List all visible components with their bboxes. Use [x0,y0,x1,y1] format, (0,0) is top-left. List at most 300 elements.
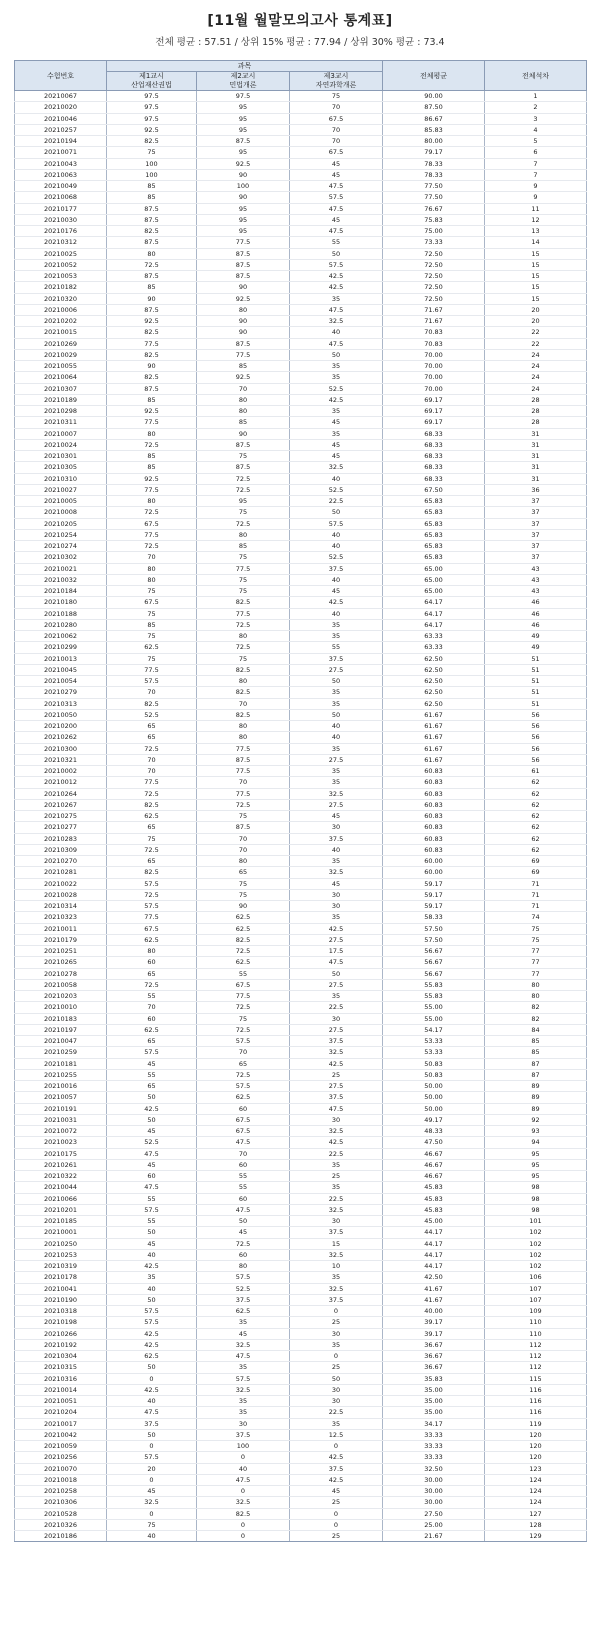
overall-rank-cell: 51 [485,653,587,664]
subject-2-score-cell: 80 [197,631,290,642]
subject-3-score-cell: 70 [290,124,383,135]
overall-average-cell: 53.33 [383,1036,485,1047]
table-row [15,226,587,237]
subject-2-score-cell: 0 [197,1452,290,1463]
overall-rank-cell: 112 [485,1351,587,1362]
table-row [15,1441,587,1452]
subject-1-score-cell: 87.5 [107,271,197,282]
exam-id-cell: 20210203 [15,991,107,1002]
subject-1-score-cell: 52.5 [107,709,197,720]
subject-3-score-cell: 35 [290,856,383,867]
subject-2-score-cell: 67.5 [197,1114,290,1125]
subject-3-score-cell: 37.5 [290,1227,383,1238]
subject-3-score-cell: 0 [290,1441,383,1452]
overall-average-cell: 60.83 [383,777,485,788]
exam-id-cell: 20210006 [15,304,107,315]
table-row [15,833,587,844]
subject-3-score-cell: 25 [290,1069,383,1080]
overall-rank-cell: 37 [485,529,587,540]
overall-rank-cell: 112 [485,1339,587,1350]
subject-2-score-cell: 32.5 [197,1384,290,1395]
table-row [15,698,587,709]
exam-id-cell: 20210181 [15,1058,107,1069]
overall-rank-cell: 9 [485,192,587,203]
subject-3-score-cell: 40 [290,473,383,484]
subject-1-score-cell: 62.5 [107,1024,197,1035]
overall-average-cell: 70.83 [383,327,485,338]
subject-3-score-cell: 42.5 [290,597,383,608]
subject-3-score-cell: 0 [290,1351,383,1362]
overall-average-cell: 79.17 [383,147,485,158]
overall-rank-cell: 43 [485,586,587,597]
subject-3-score-cell: 67.5 [290,147,383,158]
table-row [15,1272,587,1283]
exam-id-cell: 20210202 [15,316,107,327]
exam-id-cell: 20210043 [15,158,107,169]
overall-average-cell: 65.83 [383,529,485,540]
subject-1-score-cell: 70 [107,766,197,777]
overall-average-cell: 59.17 [383,889,485,900]
exam-id-cell: 20210029 [15,349,107,360]
exam-id-cell: 20210253 [15,1249,107,1260]
overall-rank-cell: 124 [485,1486,587,1497]
subject-2-score-cell: 80 [197,721,290,732]
overall-rank-cell: 109 [485,1306,587,1317]
subject-2-score-cell: 65 [197,867,290,878]
overall-average-cell: 45.83 [383,1204,485,1215]
subject-3-score-cell: 40 [290,574,383,585]
table-row [15,844,587,855]
subject-2-score-cell: 70 [197,698,290,709]
overall-average-cell: 64.17 [383,597,485,608]
subject-2-score-cell: 77.5 [197,766,290,777]
exam-id-cell: 20210022 [15,878,107,889]
exam-id-cell: 20210177 [15,203,107,214]
subject-3-score-cell: 40 [290,732,383,743]
subject-1-score-cell: 77.5 [107,484,197,495]
subject-1-score-cell: 72.5 [107,439,197,450]
subject-2-score-cell: 60 [197,1103,290,1114]
exam-id-cell: 20210024 [15,439,107,450]
table-row [15,901,587,912]
exam-id-cell: 20210251 [15,946,107,957]
subject-3-score-cell: 45 [290,214,383,225]
table-row [15,574,587,585]
subject-2-score-cell: 32.5 [197,1339,290,1350]
table-row [15,518,587,529]
exam-id-cell: 20210068 [15,192,107,203]
overall-average-cell: 60.83 [383,822,485,833]
overall-rank-cell: 102 [485,1261,587,1272]
subject-2-score-cell: 57.5 [197,1081,290,1092]
exam-id-cell: 20210055 [15,361,107,372]
table-row [15,811,587,822]
subject-2-score-cell: 72.5 [197,642,290,653]
overall-average-cell: 72.50 [383,293,485,304]
table-row [15,1036,587,1047]
subject-2-score-cell: 75 [197,552,290,563]
exam-id-cell: 20210283 [15,833,107,844]
subject-3-score-cell: 45 [290,451,383,462]
subject-1-score-cell: 45 [107,1126,197,1137]
subject-2-score-cell: 60 [197,1193,290,1204]
table-row [15,1182,587,1193]
subject-3-score-cell: 37.5 [290,1294,383,1305]
overall-average-cell: 67.50 [383,484,485,495]
subject-3-score-cell: 40 [290,608,383,619]
exam-id-cell: 20210014 [15,1384,107,1395]
overall-average-cell: 32.50 [383,1463,485,1474]
subject-2-score-cell: 100 [197,181,290,192]
overall-rank-cell: 24 [485,349,587,360]
overall-average-cell: 60.00 [383,856,485,867]
exam-id-cell: 20210302 [15,552,107,563]
subject-2-score-cell: 62.5 [197,957,290,968]
table-row [15,878,587,889]
overall-average-cell: 72.50 [383,248,485,259]
overall-rank-cell: 15 [485,271,587,282]
subject-1-score-cell: 32.5 [107,1497,197,1508]
table-row [15,1463,587,1474]
exam-id-cell: 20210032 [15,574,107,585]
overall-rank-cell: 115 [485,1373,587,1384]
exam-id-cell: 20210015 [15,327,107,338]
exam-id-cell: 20210281 [15,867,107,878]
subject-1-score-cell: 70 [107,754,197,765]
subject-3-score-cell: 50 [290,709,383,720]
table-row [15,259,587,270]
table-row [15,203,587,214]
subject-1-score-cell: 90 [107,361,197,372]
overall-rank-cell: 5 [485,136,587,147]
table-row [15,1013,587,1024]
overall-rank-cell: 71 [485,889,587,900]
table-row [15,282,587,293]
header-subject-1-period: 제1교시 [139,72,164,80]
overall-rank-cell: 98 [485,1204,587,1215]
table-row [15,957,587,968]
exam-id-cell: 20210016 [15,1081,107,1092]
statistics-summary: 전체 평균 : 57.51 / 상위 15% 평균 : 77.94 / 상위 30% 평균 : 73.4 [155,37,445,48]
subject-1-score-cell: 65 [107,732,197,743]
exam-id-cell: 20210002 [15,766,107,777]
overall-rank-cell: 20 [485,316,587,327]
subject-2-score-cell: 82.5 [197,687,290,698]
subject-3-score-cell: 0 [290,1306,383,1317]
table-row [15,169,587,180]
subject-3-score-cell: 35 [290,1418,383,1429]
overall-rank-cell: 12 [485,214,587,225]
exam-id-cell: 20210306 [15,1497,107,1508]
subject-3-score-cell: 57.5 [290,192,383,203]
subject-2-score-cell: 70 [197,383,290,394]
subject-1-score-cell: 57.5 [107,1306,197,1317]
subject-3-score-cell: 27.5 [290,934,383,945]
table-row [15,631,587,642]
exam-id-cell: 20210275 [15,811,107,822]
exam-id-cell: 20210266 [15,1328,107,1339]
subject-2-score-cell: 95 [197,102,290,113]
subject-1-score-cell: 37.5 [107,1418,197,1429]
exam-id-cell: 20210304 [15,1351,107,1362]
subject-3-score-cell: 32.5 [290,867,383,878]
overall-rank-cell: 106 [485,1272,587,1283]
overall-rank-cell: 46 [485,608,587,619]
table-row [15,1159,587,1170]
overall-rank-cell: 51 [485,676,587,687]
subject-3-score-cell: 47.5 [290,226,383,237]
subject-2-score-cell: 35 [197,1407,290,1418]
subject-1-score-cell: 70 [107,552,197,563]
exam-id-cell: 20210010 [15,1002,107,1013]
overall-average-cell: 69.17 [383,417,485,428]
subject-3-score-cell: 27.5 [290,979,383,990]
subject-1-score-cell: 75 [107,608,197,619]
overall-rank-cell: 129 [485,1531,587,1542]
overall-average-cell: 62.50 [383,676,485,687]
overall-rank-cell: 74 [485,912,587,923]
exam-id-cell: 20210277 [15,822,107,833]
overall-rank-cell: 43 [485,563,587,574]
overall-average-cell: 70.00 [383,383,485,394]
exam-id-cell: 20210045 [15,664,107,675]
subject-3-score-cell: 27.5 [290,664,383,675]
subject-1-score-cell: 85 [107,192,197,203]
subject-2-score-cell: 72.5 [197,518,290,529]
overall-rank-cell: 24 [485,361,587,372]
subject-1-score-cell: 85 [107,619,197,630]
overall-average-cell: 60.83 [383,811,485,822]
subject-2-score-cell: 92.5 [197,158,290,169]
subject-3-score-cell: 32.5 [290,1047,383,1058]
exam-id-cell: 20210315 [15,1362,107,1373]
subject-3-score-cell: 50 [290,507,383,518]
overall-average-cell: 70.00 [383,361,485,372]
overall-rank-cell: 14 [485,237,587,248]
overall-average-cell: 35.00 [383,1384,485,1395]
header-subject-2-name: 민법개론 [229,81,257,89]
overall-rank-cell: 123 [485,1463,587,1474]
subject-1-score-cell: 82.5 [107,327,197,338]
subject-2-score-cell: 75 [197,507,290,518]
overall-rank-cell: 37 [485,496,587,507]
overall-average-cell: 62.50 [383,687,485,698]
subject-3-score-cell: 42.5 [290,394,383,405]
subject-3-score-cell: 40 [290,541,383,552]
overall-rank-cell: 124 [485,1474,587,1485]
subject-2-score-cell: 70 [197,844,290,855]
subject-1-score-cell: 67.5 [107,923,197,934]
table-row [15,372,587,383]
subject-3-score-cell: 27.5 [290,1081,383,1092]
overall-rank-cell: 20 [485,304,587,315]
exam-id-cell: 20210310 [15,473,107,484]
subject-3-score-cell: 37.5 [290,653,383,664]
overall-rank-cell: 56 [485,754,587,765]
subject-2-score-cell: 60 [197,1159,290,1170]
exam-id-cell: 20210001 [15,1227,107,1238]
subject-3-score-cell: 30 [290,1114,383,1125]
subject-1-score-cell: 67.5 [107,597,197,608]
exam-id-cell: 20210326 [15,1519,107,1530]
exam-id-cell: 20210309 [15,844,107,855]
subject-3-score-cell: 12.5 [290,1429,383,1440]
subject-1-score-cell: 77.5 [107,664,197,675]
subject-1-score-cell: 100 [107,158,197,169]
subject-2-score-cell: 75 [197,451,290,462]
table-row [15,1373,587,1384]
subject-2-score-cell: 80 [197,856,290,867]
subject-2-score-cell: 80 [197,676,290,687]
table-row [15,406,587,417]
table-row [15,1114,587,1125]
exam-id-cell: 20210027 [15,484,107,495]
subject-2-score-cell: 50 [197,1216,290,1227]
subject-1-score-cell: 82.5 [107,867,197,878]
subject-2-score-cell: 72.5 [197,1238,290,1249]
subject-3-score-cell: 47.5 [290,181,383,192]
overall-average-cell: 60.00 [383,867,485,878]
subject-1-score-cell: 55 [107,1193,197,1204]
overall-average-cell: 59.17 [383,878,485,889]
overall-rank-cell: 75 [485,934,587,945]
exam-id-cell: 20210307 [15,383,107,394]
overall-average-cell: 44.17 [383,1261,485,1272]
table-row [15,1058,587,1069]
table-row [15,102,587,113]
overall-rank-cell: 98 [485,1182,587,1193]
exam-id-cell: 20210313 [15,698,107,709]
overall-rank-cell: 101 [485,1216,587,1227]
subject-1-score-cell: 72.5 [107,889,197,900]
exam-id-cell: 20210044 [15,1182,107,1193]
overall-rank-cell: 127 [485,1508,587,1519]
overall-average-cell: 70.83 [383,338,485,349]
exam-id-cell: 20210250 [15,1238,107,1249]
overall-average-cell: 57.50 [383,923,485,934]
overall-average-cell: 72.50 [383,259,485,270]
overall-average-cell: 72.50 [383,271,485,282]
table-row [15,1396,587,1407]
subject-1-score-cell: 92.5 [107,124,197,135]
overall-rank-cell: 37 [485,541,587,552]
overall-average-cell: 61.67 [383,732,485,743]
overall-rank-cell: 107 [485,1283,587,1294]
exam-id-cell: 20210012 [15,777,107,788]
subject-2-score-cell: 77.5 [197,563,290,574]
subject-2-score-cell: 72.5 [197,946,290,957]
subject-1-score-cell: 72.5 [107,541,197,552]
exam-id-cell: 20210270 [15,856,107,867]
subject-2-score-cell: 97.5 [197,91,290,102]
exam-id-cell: 20210180 [15,597,107,608]
subject-3-score-cell: 35 [290,1339,383,1350]
exam-id-cell: 20210030 [15,214,107,225]
subject-1-score-cell: 47.5 [107,1407,197,1418]
overall-rank-cell: 6 [485,147,587,158]
overall-rank-cell: 46 [485,597,587,608]
overall-rank-cell: 7 [485,169,587,180]
subject-3-score-cell: 0 [290,1519,383,1530]
exam-id-cell: 20210528 [15,1508,107,1519]
subject-1-score-cell: 45 [107,1159,197,1170]
subject-2-score-cell: 60 [197,1249,290,1260]
table-row [15,1137,587,1148]
header-subject-3-period: 제3교시 [323,72,349,80]
subject-3-score-cell: 50 [290,349,383,360]
exam-id-cell: 20210188 [15,608,107,619]
exam-id-cell: 20210008 [15,507,107,518]
overall-average-cell: 61.67 [383,743,485,754]
subject-1-score-cell: 72.5 [107,788,197,799]
overall-average-cell: 39.17 [383,1328,485,1339]
subject-3-score-cell: 37.5 [290,1092,383,1103]
table-row [15,586,587,597]
exam-id-cell: 20210299 [15,642,107,653]
overall-average-cell: 50.83 [383,1069,485,1080]
table-row [15,214,587,225]
subject-2-score-cell: 75 [197,653,290,664]
overall-average-cell: 40.00 [383,1306,485,1317]
subject-3-score-cell: 45 [290,169,383,180]
overall-average-cell: 33.33 [383,1441,485,1452]
subject-2-score-cell: 80 [197,394,290,405]
subject-2-score-cell: 87.5 [197,439,290,450]
subject-2-score-cell: 57.5 [197,1373,290,1384]
overall-average-cell: 80.00 [383,136,485,147]
overall-rank-cell: 56 [485,732,587,743]
table-row [15,541,587,552]
subject-2-score-cell: 0 [197,1531,290,1542]
subject-3-score-cell: 25 [290,1497,383,1508]
subject-2-score-cell: 80 [197,304,290,315]
exam-id-cell: 20210020 [15,102,107,113]
subject-3-score-cell: 32.5 [290,788,383,799]
overall-average-cell: 62.50 [383,653,485,664]
exam-id-cell: 20210278 [15,968,107,979]
subject-2-score-cell: 82.5 [197,709,290,720]
subject-1-score-cell: 47.5 [107,1148,197,1159]
overall-rank-cell: 15 [485,282,587,293]
subject-3-score-cell: 25 [290,1171,383,1182]
subject-1-score-cell: 82.5 [107,349,197,360]
exam-id-cell: 20210186 [15,1531,107,1542]
subject-1-score-cell: 45 [107,1058,197,1069]
overall-average-cell: 56.67 [383,946,485,957]
subject-1-score-cell: 90 [107,293,197,304]
exam-id-cell: 20210267 [15,799,107,810]
subject-2-score-cell: 95 [197,113,290,124]
overall-rank-cell: 22 [485,327,587,338]
overall-average-cell: 60.83 [383,799,485,810]
subject-1-score-cell: 77.5 [107,417,197,428]
subject-1-score-cell: 42.5 [107,1261,197,1272]
subject-3-score-cell: 35 [290,619,383,630]
overall-rank-cell: 95 [485,1159,587,1170]
subject-3-score-cell: 22.5 [290,1002,383,1013]
header-subject-2-period: 제2교시 [230,72,256,80]
overall-average-cell: 70.00 [383,349,485,360]
overall-average-cell: 60.83 [383,844,485,855]
overall-rank-cell: 120 [485,1429,587,1440]
table-row [15,856,587,867]
exam-id-cell: 20210197 [15,1024,107,1035]
overall-rank-cell: 119 [485,1418,587,1429]
table-row [15,484,587,495]
table-row [15,181,587,192]
overall-rank-cell: 62 [485,833,587,844]
subject-1-score-cell: 52.5 [107,1137,197,1148]
